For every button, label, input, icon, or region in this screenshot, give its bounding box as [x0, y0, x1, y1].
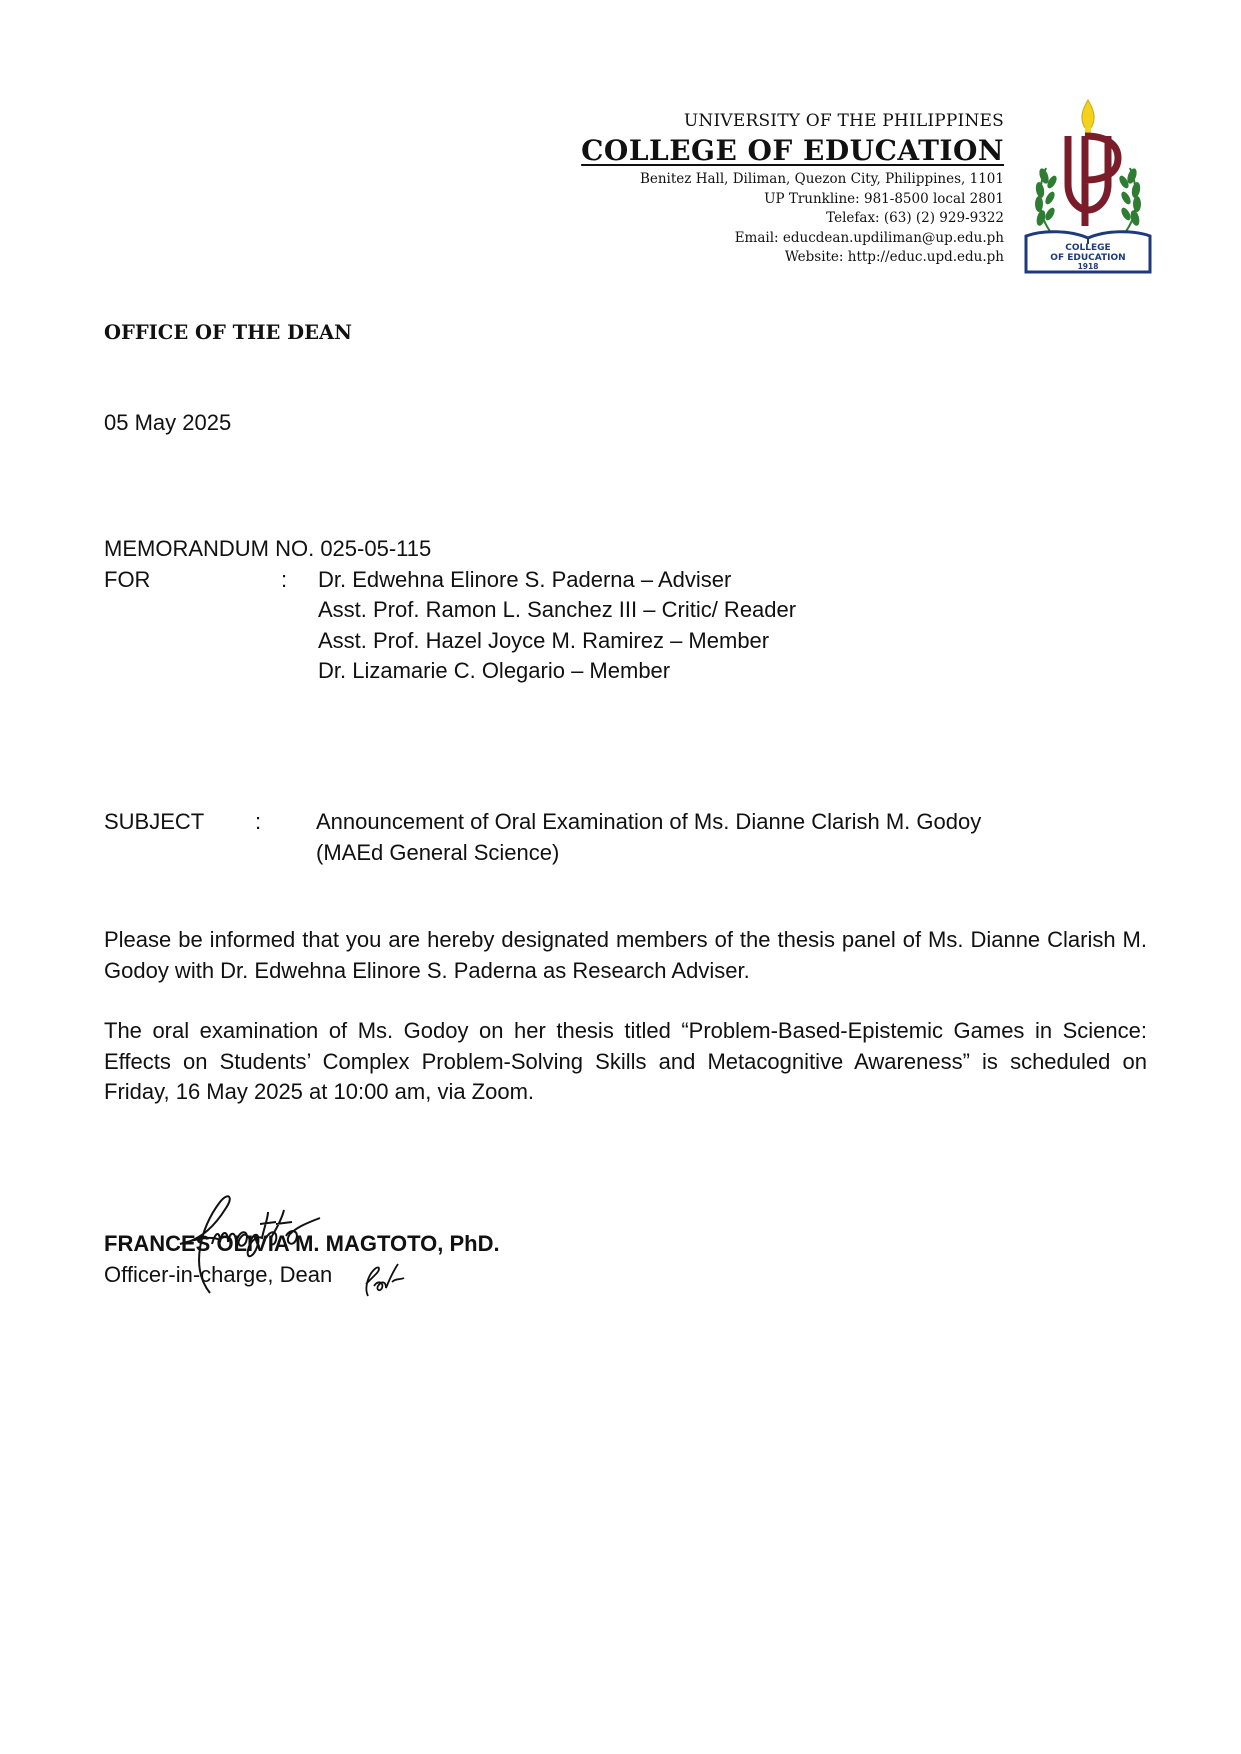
logo-text-year: 1918	[1077, 262, 1099, 271]
university-name: UNIVERSITY OF THE PHILIPPINES	[683, 111, 1004, 131]
email: Email: educdean.updiliman@up.edu.ph	[734, 229, 1004, 246]
trunkline: UP Trunkline: 981-8500 local 2801	[764, 190, 1004, 207]
signatory-name: FRANCES OLIVIA M. MAGTOTO, PhD.	[104, 1231, 500, 1256]
office-heading: OFFICE OF THE DEAN	[104, 321, 352, 344]
website: Website: http://educ.upd.edu.ph	[784, 249, 1004, 266]
logo-text-education: OF EDUCATION	[1050, 253, 1126, 263]
subject-line: (MAEd General Science)	[316, 840, 560, 865]
memo-number: MEMORANDUM NO. 025-05-115	[104, 536, 432, 561]
college-of-education-logo	[1022, 98, 1154, 274]
subject-line: Announcement of Oral Examination of Ms. Dianne Clarish M. Godoy	[316, 809, 982, 834]
body-paragraph: Please be informed that you are hereby designated members of the thesis panel of Ms. Dianne Clarish M. Godoy with Dr. Edwehna Elinore S. Paderna as Research Adviser.	[104, 927, 1147, 983]
subject-label: SUBJECT	[104, 809, 205, 834]
memo-header	[104, 534, 797, 687]
subject-colon: :	[255, 809, 262, 834]
body-paragraph: The oral examination of Ms. Godoy on her thesis titled “Problem-Based-Epistemic Games in Science: Effects on Students’ Complex Problem-Solving Skills and Metacognitive Awareness” is scheduled on Friday, 16 May 2025 at 10:00 am, via Zoom.	[104, 1018, 1147, 1104]
recipient: Dr. Edwehna Elinore S. Paderna – Adviser	[318, 566, 732, 592]
logo-text-college: COLLEGE	[1065, 243, 1111, 253]
letterhead	[581, 110, 1004, 268]
signatory-title: Officer-in-charge, Dean	[104, 1262, 333, 1287]
for-colon: :	[281, 566, 288, 592]
recipient: Dr. Lizamarie C. Olegario – Member	[318, 658, 671, 683]
telefax: Telefax: (63) (2) 929-9322	[826, 210, 1004, 227]
recipient: Asst. Prof. Ramon L. Sanchez III – Critic/ Reader	[318, 597, 797, 622]
initials-mark	[360, 1260, 410, 1300]
address: Benitez Hall, Diliman, Quezon City, Philippines, 1101	[639, 171, 1004, 187]
memo-date: 05 May 2025	[104, 410, 232, 435]
memo-subject	[104, 806, 1104, 868]
for-label: FOR	[104, 566, 151, 592]
college-name: COLLEGE OF EDUCATION	[581, 134, 1004, 167]
recipient: Asst. Prof. Hazel Joyce M. Ramirez – Member	[318, 627, 770, 653]
